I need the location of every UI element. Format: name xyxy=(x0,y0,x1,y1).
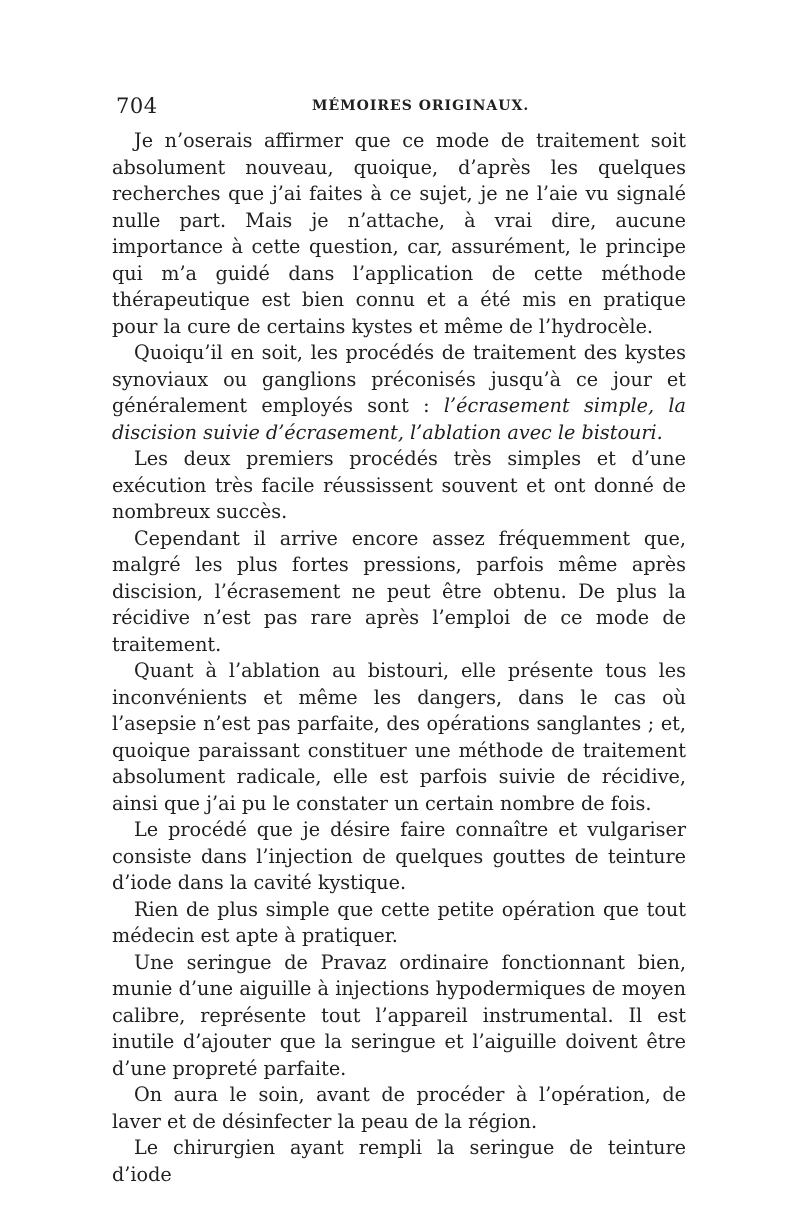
paragraph: Le procédé que je désire faire connaître et vulgariser consiste dans l’injection de quelques gouttes de teinture d’iode dans la cavité kystique. xyxy=(112,818,686,894)
paragraph: Le chirurgien ayant rempli la seringue de teinture d’iode xyxy=(112,1136,686,1186)
paragraph: Les deux premiers procédés très simples et d’une exécution très facile réussissent souvent et ont donné de nombreux succès. xyxy=(112,447,686,523)
paragraph: Je n’oserais affirmer que ce mode de traitement soit absolument nouveau, quoique, d’après les quelques recherches que j’ai faites à ce sujet, je ne l’aie vu signalé nulle part. Mais je n’attache, à vrai dire, aucune importance à cette question, car, assurément, le principe qui m’a guidé dans l’application de cette méthode thérapeutique est bien connu et a été mis en pratique pour la cure de certains kystes et même de l’hydrocèle. xyxy=(112,129,686,338)
paragraph: Cependant il arrive encore assez fréquemment que, malgré les plus fortes pressions, parfois même après discision, l’écrasement ne peut être obtenu. De plus la récidive n’est pas rare après l’emploi de ce mode de traitement. xyxy=(112,526,686,656)
paragraph-lead: Quoiqu’il en soit, les procédés de traitement des kystes synoviaux ou ganglions préconisés jusqu’à ce jour et généralement employés sont : xyxy=(112,341,686,417)
body-text xyxy=(112,128,686,1188)
paragraph: Rien de plus simple que cette petite opération que tout médecin est apte à pratiquer. xyxy=(112,897,686,947)
paragraph-italic: l’écrasement simple, la discision suivie d’écrasement, l’ablation avec le bistouri. xyxy=(112,394,686,444)
page-number: 704 xyxy=(116,94,158,118)
page-header xyxy=(116,94,686,124)
paragraph: On aura le soin, avant de procéder à l’opération, de laver et de désinfecter la peau de la région. xyxy=(112,1083,686,1133)
paragraph xyxy=(112,340,686,446)
running-title: MÉMOIRES ORIGINAUX. xyxy=(312,98,530,114)
paragraph: Une seringue de Pravaz ordinaire fonctionnant bien, munie d’une aiguille à injections hypodermiques de moyen calibre, représente tout l’appareil instrumental. Il est inutile d’ajouter que la seringue et l’aiguille doivent être d’une propreté parfaite. xyxy=(112,950,686,1080)
paragraph: Quant à l’ablation au bistouri, elle présente tous les inconvénients et même les dangers, dans le cas où l’asepsie n’est pas parfaite, des opérations sanglantes ; et, quoique paraissant constituer une méthode de traitement absolument radicale, elle est parfois suivie de récidive, ainsi que j’ai pu le constater un certain nombre de fois. xyxy=(112,659,686,815)
